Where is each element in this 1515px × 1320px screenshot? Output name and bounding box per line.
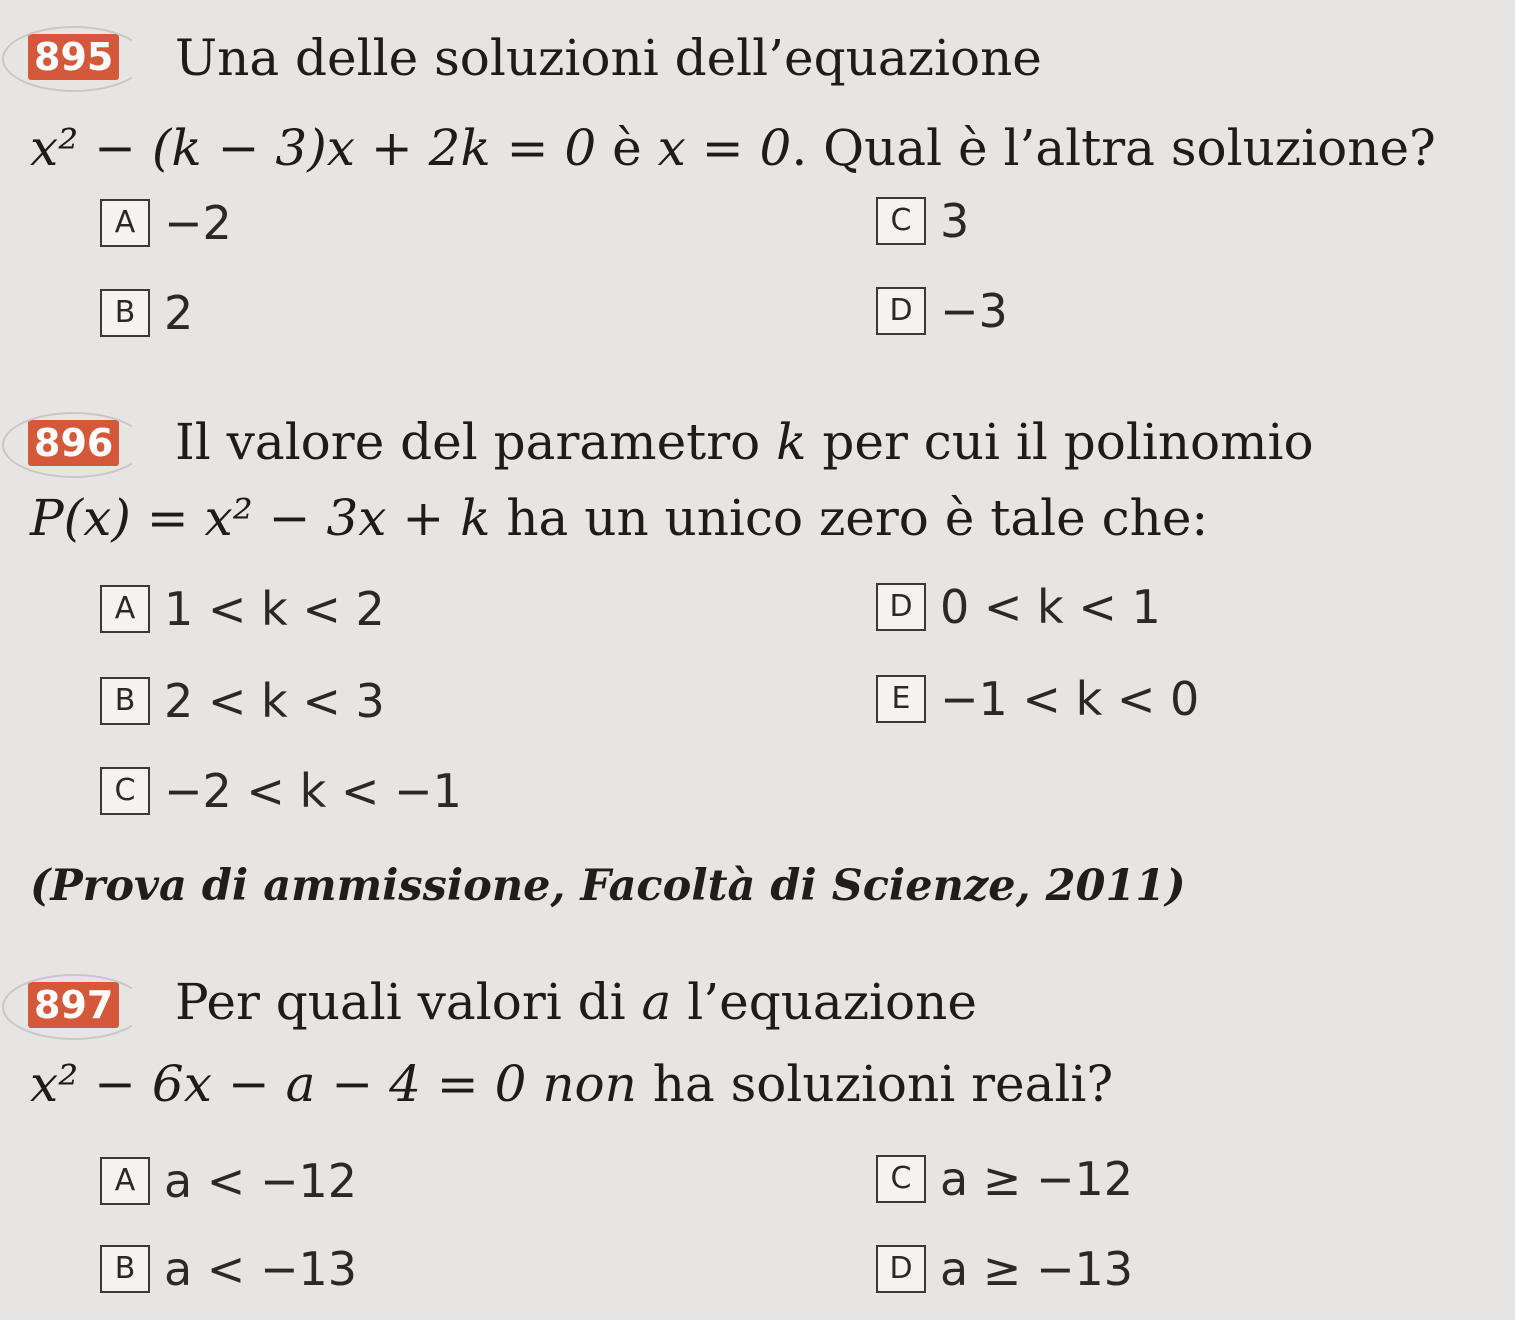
option-text: 1 < k < 2 [164, 582, 385, 636]
answer-option-d[interactable] [876, 1242, 1133, 1296]
option-letter: A [100, 1157, 150, 1205]
exercise-number: 895 [28, 34, 119, 80]
question-fragment: è [596, 119, 658, 177]
answer-option-d[interactable] [876, 284, 1008, 338]
option-text: 3 [940, 194, 970, 248]
exercise-source: (Prova di ammissione, Facoltà di Scienze, 2011) [30, 861, 1186, 911]
option-text: −2 [164, 196, 232, 250]
question-fragment: . Qual è l’altra soluzione? [791, 119, 1436, 177]
option-letter: A [100, 585, 150, 633]
option-letter: A [100, 199, 150, 247]
option-text: 0 < k < 1 [940, 580, 1161, 634]
option-text: 2 [164, 286, 194, 340]
option-letter: D [876, 1245, 926, 1293]
answer-option-a[interactable] [100, 196, 232, 250]
option-text: a ≥ −12 [940, 1152, 1134, 1206]
parameter-variable: a [641, 973, 672, 1031]
question-text [30, 1054, 1113, 1114]
question-text [175, 28, 1042, 88]
equation: x = 0 [657, 119, 792, 177]
equation: x² − 6x − a − 4 = 0 [30, 1055, 527, 1113]
option-letter: B [100, 1245, 150, 1293]
answer-option-b[interactable] [100, 674, 385, 728]
question-fragment: Il valore del parametro [175, 413, 777, 471]
question-fragment: ha soluzioni reali? [636, 1055, 1114, 1113]
question-fragment: l’equazione [671, 973, 977, 1031]
question-fragment: ha un unico zero è tale che: [490, 489, 1209, 547]
question-fragment: Per quali valori di [175, 973, 642, 1031]
answer-option-a[interactable] [100, 582, 385, 636]
option-text: 2 < k < 3 [164, 674, 385, 728]
exercise-number: 897 [28, 982, 119, 1028]
question-line: Una delle soluzioni dell’equazione [175, 29, 1042, 87]
option-letter: B [100, 289, 150, 337]
answer-option-e[interactable] [876, 672, 1199, 726]
question-fragment [526, 1055, 542, 1113]
option-text: a < −12 [164, 1154, 358, 1208]
option-letter: C [876, 1155, 926, 1203]
answer-option-b[interactable] [100, 286, 193, 340]
option-letter: D [876, 287, 926, 335]
option-text: −1 < k < 0 [940, 672, 1200, 726]
parameter-variable: k [776, 413, 807, 471]
option-letter: E [876, 675, 926, 723]
question-text [175, 412, 1314, 472]
option-letter: C [100, 767, 150, 815]
equation: P(x) = x² − 3x + k [30, 489, 491, 547]
answer-option-a[interactable] [100, 1154, 357, 1208]
option-letter: D [876, 583, 926, 631]
option-text: a < −13 [164, 1242, 358, 1296]
option-letter: C [876, 197, 926, 245]
option-text: a ≥ −13 [940, 1242, 1134, 1296]
exercise-number: 896 [28, 420, 119, 466]
question-fragment: per cui il polinomio [806, 413, 1314, 471]
answer-option-b[interactable] [100, 1242, 357, 1296]
answer-option-c[interactable] [876, 1152, 1133, 1206]
question-text [175, 972, 977, 1032]
option-text: −2 < k < −1 [164, 764, 462, 818]
equation: x² − (k − 3)x + 2k = 0 [30, 119, 597, 177]
option-letter: B [100, 677, 150, 725]
question-text [30, 488, 1208, 548]
answer-option-d[interactable] [876, 580, 1161, 634]
question-text [30, 118, 1436, 178]
emphasis-non: non [542, 1055, 637, 1113]
option-text: −3 [940, 284, 1008, 338]
answer-option-c[interactable] [100, 764, 462, 818]
answer-option-c[interactable] [876, 194, 969, 248]
